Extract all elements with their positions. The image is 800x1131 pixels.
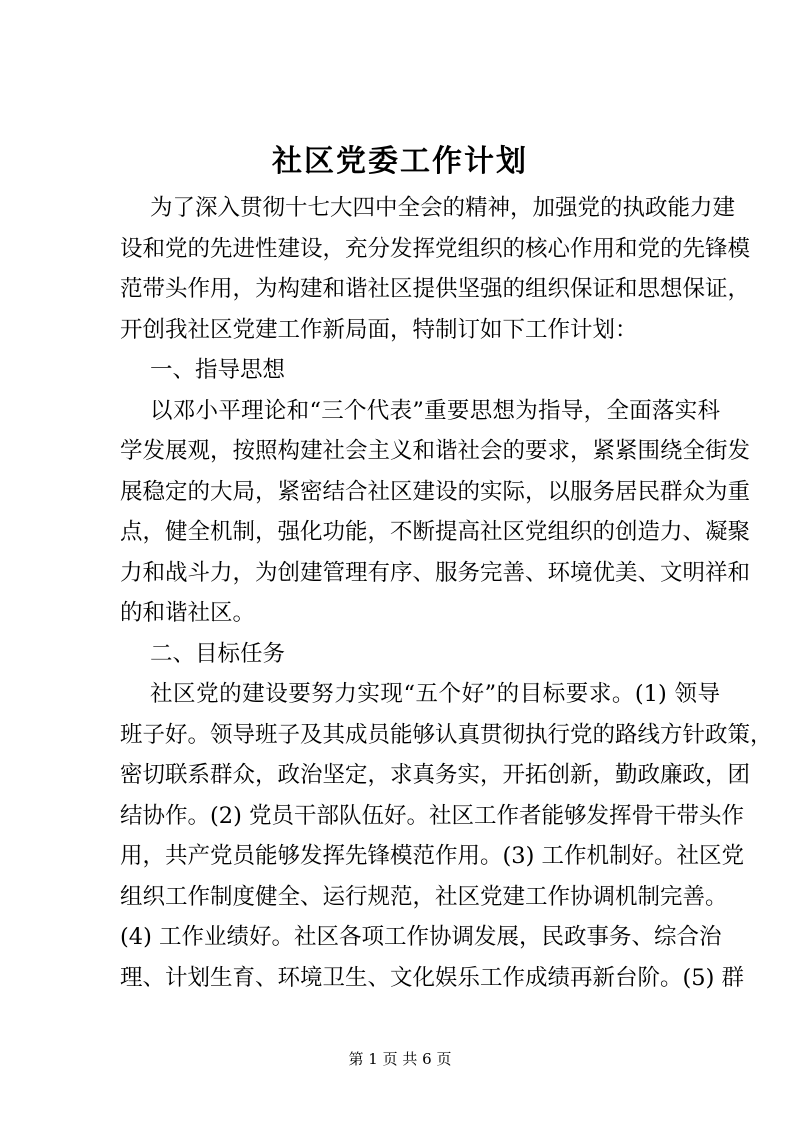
paragraph-line: (4) 工作业绩好。社区各项工作协调发展，民政事务、综合治 — [120, 924, 722, 950]
paragraph-line: 力和战斗力，为创建管理有序、服务完善、环境优美、文明祥和 — [120, 559, 751, 586]
paragraph-line: 社区党的建设要努力实现“五个好”的目标要求。(1) 领导 — [150, 681, 720, 707]
paragraph-line: 展稳定的大局，紧密结合社区建设的实际，以服务居民群众为重 — [120, 478, 751, 505]
paragraph-line: 密切联系群众，政治坚定，求真务实，开拓创新，勤政廉政，团 — [120, 762, 751, 788]
paragraph-line: 为了深入贯彻十七大四中全会的精神，加强党的执政能力建 — [150, 195, 736, 221]
paragraph-line: 的和谐社区。 — [120, 600, 256, 626]
document-title: 社区党委工作计划 — [272, 144, 528, 179]
section-heading-guiding-ideology: 一、指导思想 — [150, 357, 286, 383]
paragraph-line: 结协作。(2) 党员干部队伍好。社区工作者能够发挥骨干带头作 — [120, 802, 745, 829]
paragraph-line: 设和党的先进性建设，充分发挥党组织的核心作用和党的先锋模 — [120, 235, 751, 262]
paragraph-line: 范带头作用，为构建和谐社区提供坚强的组织保证和思想保证， — [120, 276, 751, 302]
paragraph-line: 用，共产党员能够发挥先锋模范作用。(3) 工作机制好。社区党 — [120, 843, 745, 869]
paragraph-line: 点，健全机制，强化功能，不断提高社区党组织的创造力、凝聚 — [120, 519, 751, 545]
section-heading-objectives: 二、目标任务 — [150, 640, 286, 667]
paragraph-line: 班子好。领导班子及其成员能够认真贯彻执行党的路线方针政策， — [120, 721, 773, 748]
paragraph-line: 开创我社区党建工作新局面，特制订如下工作计划： — [120, 316, 638, 343]
paragraph-line: 以邓小平理论和“三个代表”重要思想为指导，全面落实科 — [150, 397, 720, 424]
page-number-footer: 第 1 页 共 6 页 — [348, 1050, 452, 1068]
paragraph-line: 组织工作制度健全、运行规范，社区党建工作协调机制完善。 — [120, 883, 728, 910]
paragraph-line: 学发展观，按照构建社会主义和谐社会的要求，紧紧围绕全街发 — [120, 438, 751, 464]
document-body — [120, 188, 773, 998]
paragraph-line: 理、计划生育、环境卫生、文化娱乐工作成绩再新台阶。(5) 群 — [120, 964, 745, 991]
